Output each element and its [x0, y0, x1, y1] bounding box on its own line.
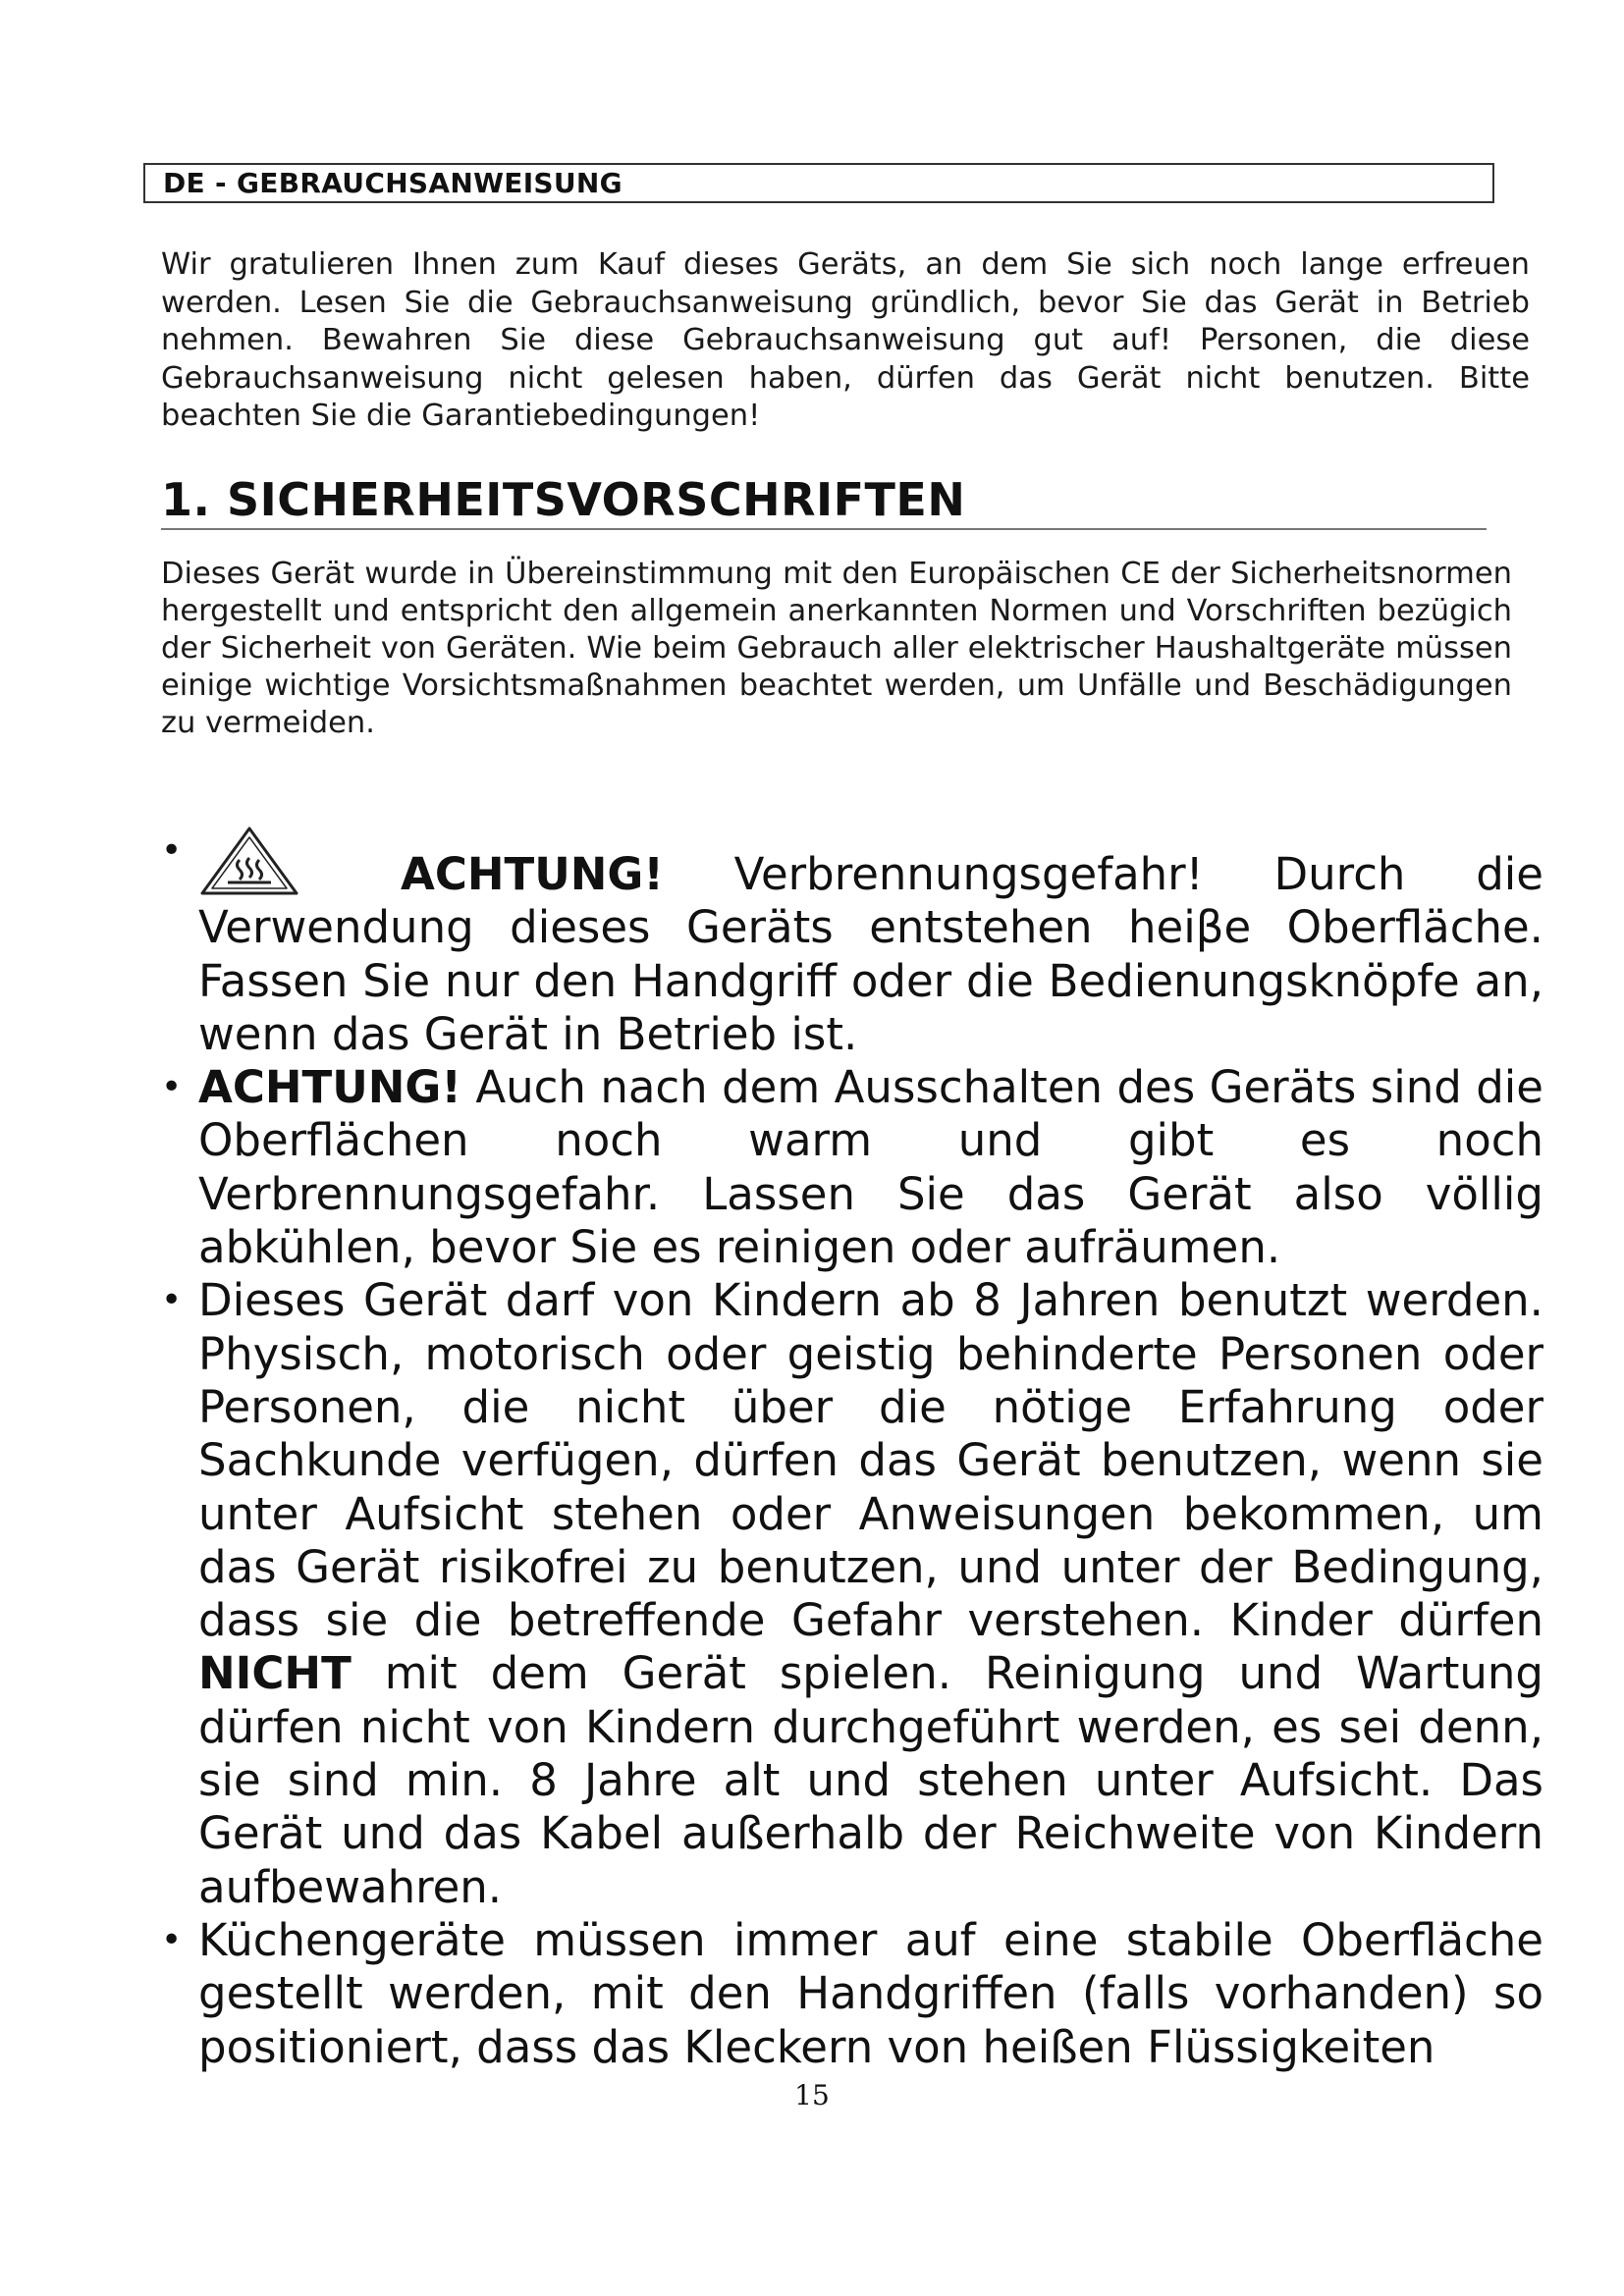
bullet-marker: •	[161, 1919, 183, 1960]
bullet-marker: •	[161, 1280, 183, 1321]
safety-item-stable-surface	[157, 1914, 1543, 2074]
safety-item-burn-warning	[157, 825, 1543, 1061]
section-intro-paragraph: Dieses Gerät wurde in Übereinstimmung mit den Europäischen CE der Sicherheitsnormen hergestellt und entspricht den allgemein anerkannten Normen und Vorschriften bezügich der Sicherheit von Geräten. Wie beim Gebrauch aller elektrischer Haushaltgeräte müssen einige wichtige Vorsichtsmaßnahmen beachtet werden, um Unfälle und Beschädigungen zu vermeiden.	[161, 557, 1512, 740]
warning-label: ACHTUNG!	[401, 848, 664, 900]
intro-paragraph: Wir gratulieren Ihnen zum Kauf dieses Geräts, an dem Sie sich noch lange erfreuen werden. Lesen Sie die Gebrauchsanweisung gründlich, bevor Sie das Gerät in Betrieb nehmen. Bewahren Sie diese Gebrauchsanweisung gut auf! Personen, die diese Gebrauchsanweisung nicht gelesen haben, dürfen das Gerät nicht benutzen. Bitte beachten Sie die Garantiebedingungen!	[161, 247, 1530, 433]
section-divider	[161, 528, 1487, 530]
document-header: DE - GEBRAUCHSANWEISUNG	[143, 163, 1494, 203]
safety-item-text-continued: mit dem Gerät spielen. Reinigung und Wartung dürfen nicht von Kindern durchgeführt werden, es sei denn, sie sind min. 8 Jahre alt und stehen unter Aufsicht. Das Gerät und das Kabel außerhalb der Reichweite von Kindern aufbewahren.	[198, 1647, 1543, 1913]
bullet-marker: •	[161, 830, 183, 871]
emphasis-not: NICHT	[198, 1647, 352, 1700]
bullet-marker: •	[161, 1067, 183, 1108]
safety-item-after-use	[157, 1061, 1543, 1274]
safety-item-children	[157, 1274, 1543, 1914]
section-title: 1. SICHERHEITSVORSCHRIFTEN	[161, 473, 966, 526]
safety-item-text: Auch nach dem Ausschalten des Geräts sind die Oberflächen noch warm und gibt es noch Verbrennungsgefahr. Lassen Sie das Gerät also völlig abkühlen, bevor Sie es reinigen oder aufräumen.	[198, 1061, 1543, 1274]
hot-surface-warning-icon	[198, 825, 300, 897]
safety-item-text: Verbrennungsgefahr! Durch die Verwendung dieses Geräts entstehen heiβe Oberfläche. Fassen Sie nur den Handgriff oder die Bedienungsknöpfe an, wenn das Gerät in Betrieb ist.	[198, 848, 1543, 1060]
safety-list	[157, 825, 1543, 2074]
page-number: 15	[794, 2079, 830, 2111]
safety-item-text: Küchengeräte müssen immer auf eine stabile Oberfläche gestellt werden, mit den Handgriffen (falls vorhanden) so positioniert, dass das Kleckern von heißen Flüssigkeiten	[198, 1913, 1543, 2073]
warning-label: ACHTUNG!	[198, 1061, 461, 1114]
safety-item-text: Dieses Gerät darf von Kindern ab 8 Jahren benutzt werden. Physisch, motorisch oder geistig behinderte Personen oder Personen, die nicht über die nötige Erfahrung oder Sachkunde verfügen, dürfen das Gerät benutzen, wenn sie unter Aufsicht stehen oder Anweisungen bekommen, um das Gerät risikofrei zu benutzen, und unter der Bedingung, dass sie die betreffende Gefahr verstehen. Kinder dürfen	[198, 1274, 1543, 1647]
